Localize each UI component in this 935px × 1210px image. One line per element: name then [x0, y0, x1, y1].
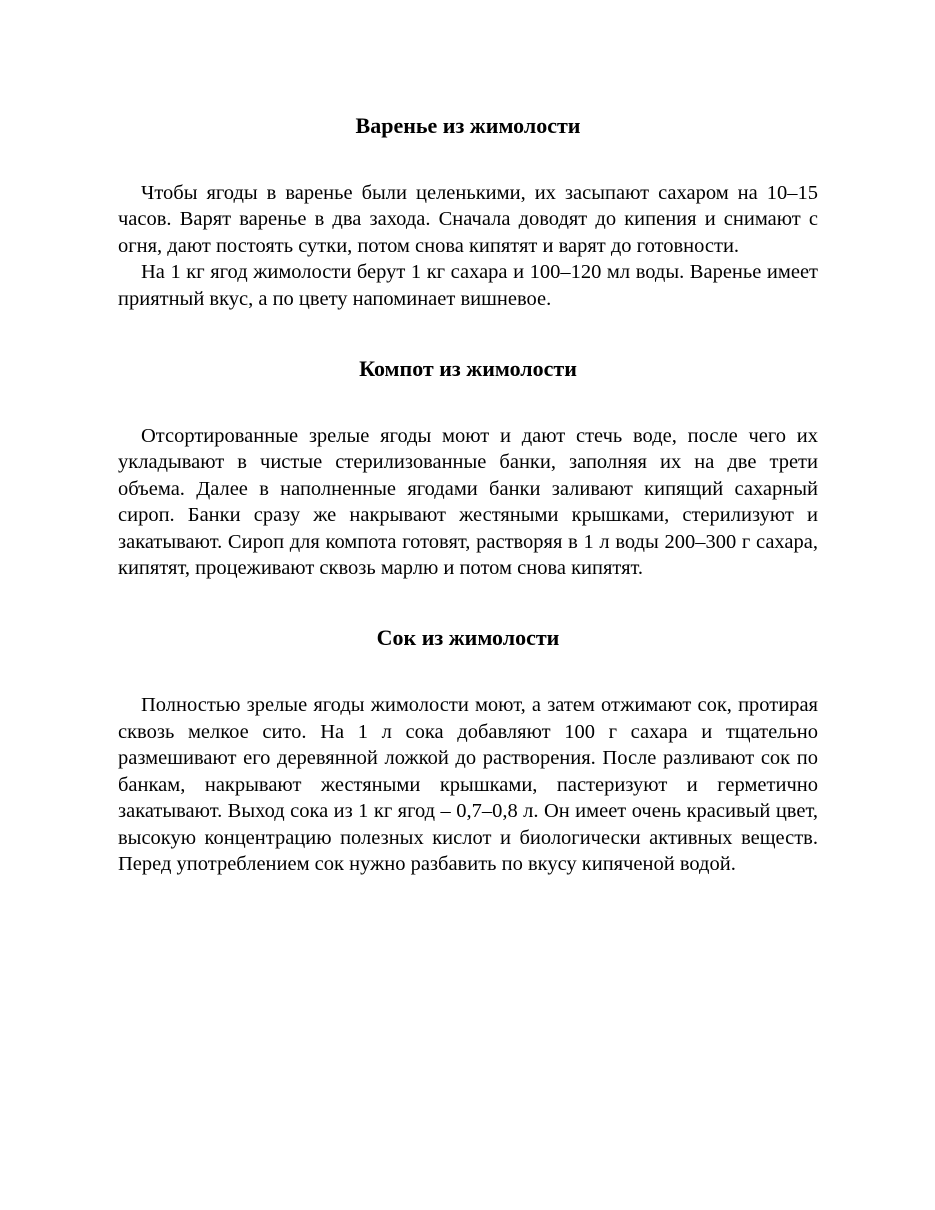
paragraph: Чтобы ягоды в варенье были целенькими, их засыпают сахаром на 10–15 часов. Варят варенье в два захода. Сначала доводят до кипения и снимают с огня, дают постоять сутки, потом снова кипятят и варят до готовности.: [118, 182, 818, 257]
section-honeysuckle-compote: [118, 351, 818, 581]
section-honeysuckle-juice: [118, 620, 818, 877]
section-heading: Сок из жимолости: [376, 625, 560, 651]
paragraph: На 1 кг ягод жимолости берут 1 кг сахара и 100–120 мл воды. Варенье имеет приятный вкус, а по цвету напоминает вишневое.: [118, 261, 818, 310]
document-body: [118, 108, 818, 877]
section-heading: Компот из жимолости: [359, 356, 577, 382]
section-heading: Варенье из жимолости: [355, 113, 581, 138]
section-honeysuckle-jam: [118, 108, 818, 312]
paragraph: Отсортированные зрелые ягоды моют и дают стечь воде, после чего их укладывают в чистые стерилизованные банки, заполняя их на две трети объема. Далее в наполненные ягодами банки заливают кипящий сахарный сироп. Банки сразу же накрывают жестяными крышками, стерилизуют и закатывают. Сироп для компота готовят, растворяя в 1 л воды 200–300 г сахара, кипятят, процеживают сквозь марлю и потом снова кипятят.: [118, 425, 818, 580]
paragraph: Полностью зрелые ягоды жимолости моют, а затем отжимают сок, протирая сквозь мелкое сито. На 1 л сока добавляют 100 г сахара и тщательно размешивают его деревянной ложкой до растворения. После разливают сок по банкам, накрывают жестяными крышками, пастеризуют и герметично закатывают. Выход сока из 1 кг ягод – 0,7–0,8 л. Он имеет очень красивый цвет, высокую концентрацию полезных кислот и биологически активных веществ. Перед употреблением сок нужно разбавить по вкусу кипяченой водой.: [118, 694, 818, 875]
